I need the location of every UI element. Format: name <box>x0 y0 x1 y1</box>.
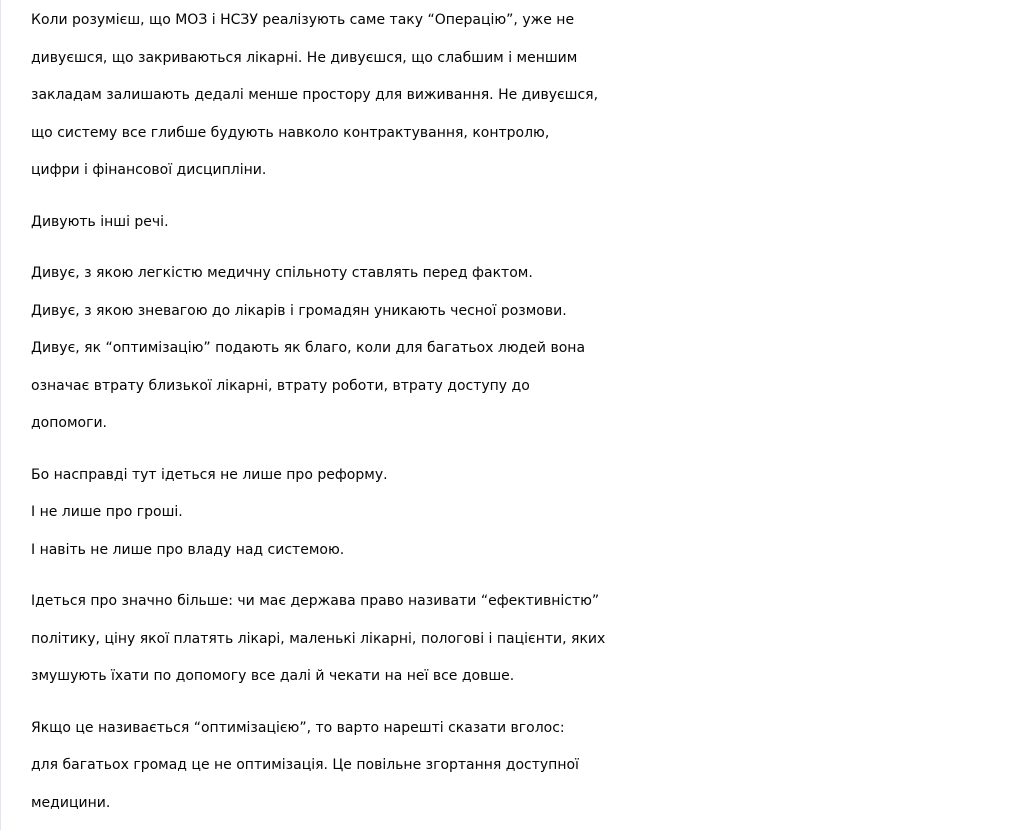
text-line: Якщо це називається “оптимізацією”, то варто нарешті сказати вголос: <box>31 719 565 736</box>
paragraph-6 <box>31 710 1021 823</box>
text-line: Ідеться про значно більше: чи має держава право називати “ефективністю” <box>31 593 600 609</box>
text-line: означає втрату близької лікарні, втрату роботи, втрату доступу до <box>31 377 530 394</box>
text-line: Бо насправді тут ідеться не лише про реформу. <box>31 466 388 483</box>
paragraph-2 <box>31 204 1021 242</box>
text-line: дивуєшся, що закриваються лікарні. Не дивуєшся, що слабшим і меншим <box>31 49 578 66</box>
text-line: політику, ціну якої платять лікарі, маленькі лікарні, пологові і пацієнти, яких <box>31 630 606 647</box>
text-line: цифри і фінансової дисципліни. <box>31 162 267 178</box>
paragraph-5 <box>31 583 1021 696</box>
text-line: І навіть не лише про владу над системою. <box>31 541 345 558</box>
text-line: Дивує, як “оптимізацію” подають як благо, коли для багатьох людей вона <box>31 340 586 356</box>
post-text <box>31 2 1021 836</box>
paragraph-3 <box>31 255 1021 443</box>
text-line: медицини. <box>31 794 111 811</box>
text-line: для багатьох громад це не оптимізація. Це повільне згортання доступної <box>31 757 579 773</box>
text-line: Коли розумієш, що МОЗ і НСЗУ реалізують саме таку “Операцію”, уже не <box>31 12 575 28</box>
paragraph-4 <box>31 457 1021 570</box>
paragraph-1 <box>31 2 1021 190</box>
text-line: що систему все глибше будують навколо контрактування, контролю, <box>31 124 550 141</box>
text-line: Дивують інші речі. <box>31 213 169 230</box>
text-line: закладам залишають дедалі менше простору для виживання. Не дивуєшся, <box>31 87 599 103</box>
text-line: І не лише про гроші. <box>31 504 183 520</box>
text-line: змушують їхати по допомогу все далі й чекати на неї все довше. <box>31 668 515 684</box>
text-line: Дивує, з якою зневагою до лікарів і громадян уникають чесної розмови. <box>31 302 567 319</box>
text-line: Дивує, з якою легкістю медичну спільноту ставлять перед фактом. <box>31 265 533 281</box>
text-line: допомоги. <box>31 415 107 431</box>
